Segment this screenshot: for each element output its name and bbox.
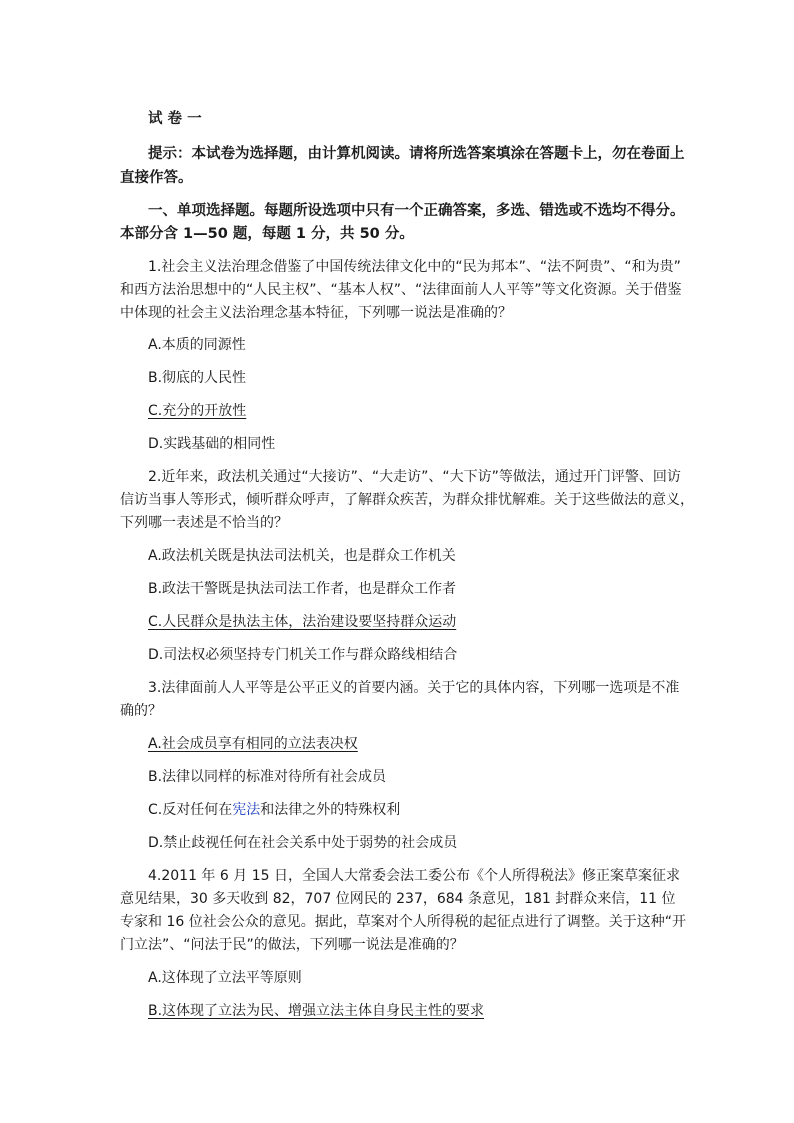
q3-option-c-prefix: C.反对任何在 <box>148 802 233 818</box>
q3-option-c <box>148 802 400 818</box>
q4-option-b: B.这体现了立法为民、增强立法主体自身民主性的要求 <box>148 1003 485 1019</box>
exam-title: 试 卷 一 <box>148 111 202 127</box>
q4-option-a: A.这体现了立法平等原则 <box>148 970 302 986</box>
q4-stem-line-1: 4.2011 年 6 月 15 日，全国人大常委会法工委公布《个人所得税法》修正案草案征求 <box>148 868 680 884</box>
q2-stem-line-3: 下列哪一表述是不恰当的？ <box>120 515 288 531</box>
q3-option-b: B.法律以同样的标准对待所有社会成员 <box>148 769 387 785</box>
notice-line-1: 提示：本试卷为选择题，由计算机阅读。请将所选答案填涂在答题卡上，勿在卷面上 <box>148 146 685 162</box>
q4-stem-line-3: 专家和 16 位社会公众的意见。据此，草案对个人所得税的起征点进行了调整。关于这种“开 <box>120 914 686 930</box>
q2-option-c: C.人民群众是执法主体，法治建设要坚持群众运动 <box>148 614 457 630</box>
q3-stem-line-1: 3.法律面前人人平等是公平正义的首要内涵。关于它的具体内容，下列哪一选项是不准 <box>148 680 680 696</box>
q2-stem-line-1: 2.近年来，政法机关通过“大接访”、“大走访”、“大下访”等做法，通过开门评警、回访 <box>148 469 681 485</box>
q1-option-d: D.实践基础的相同性 <box>148 436 276 452</box>
q1-stem-line-3: 中体现的社会主义法治理念基本特征，下列哪一说法是准确的？ <box>120 305 512 321</box>
q3-option-c-suffix: 和法律之外的特殊权利 <box>260 802 401 818</box>
q2-option-d: D.司法权必须坚持专门机关工作与群众路线相结合 <box>148 647 458 663</box>
q1-option-b: B.彻底的人民性 <box>148 370 247 386</box>
q2-option-b: B.政法干警既是执法司法工作者，也是群众工作者 <box>148 581 457 597</box>
q3-option-a: A.社会成员享有相同的立法表决权 <box>148 736 358 752</box>
q1-stem-line-1: 1.社会主义法治理念借鉴了中国传统法律文化中的“民为邦本”、“法不阿贵”、“和为贵” <box>148 259 681 275</box>
q2-option-a: A.政法机关既是执法司法机关，也是群众工作机关 <box>148 548 456 564</box>
q4-stem-line-2: 意见结果，30 多天收到 82，707 位网民的 237，684 条意见，181 封群众来信，11 位 <box>120 891 676 907</box>
constitution-link[interactable]: 宪法 <box>232 802 261 818</box>
q1-option-a: A.本质的同源性 <box>148 337 246 353</box>
q1-option-c: C.充分的开放性 <box>148 403 247 419</box>
q4-stem-line-4: 门立法”、“问法于民”的做法，下列哪一说法是准确的？ <box>120 937 464 953</box>
notice-line-2: 直接作答。 <box>120 170 193 186</box>
q3-option-d: D.禁止歧视任何在社会关系中处于弱势的社会成员 <box>148 835 458 851</box>
q2-stem-line-2: 信访当事人等形式，倾听群众呼声，了解群众疾苦，为群众排忧解难。关于这些做法的意义， <box>120 492 694 508</box>
section-header-line-1: 一、单项选择题。每题所设选项中只有一个正确答案，多选、错选或不选均不得分。 <box>148 203 685 219</box>
q3-stem-line-2: 确的？ <box>120 703 162 719</box>
section-header-line-2: 本部分含 1—50 题，每题 1 分，共 50 分。 <box>120 226 414 242</box>
q1-stem-line-2: 和西方法治思想中的“人民主权”、“基本人权”、“法律面前人人平等”等文化资源。关于借鉴 <box>120 282 682 298</box>
